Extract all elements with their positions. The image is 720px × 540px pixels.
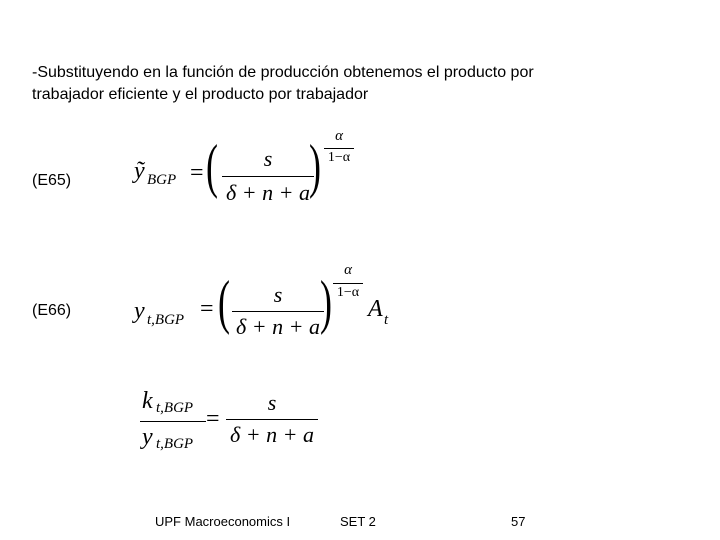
e65-exponent-numerator: α (335, 128, 343, 144)
e65-lhs-subscript: BGP (147, 172, 177, 188)
e65-denominator: δ + n + a (226, 180, 310, 205)
e66-lhs-subscript: t,BGP (147, 312, 185, 328)
e65-right-paren: ) (309, 133, 321, 199)
e66-tail-symbol: A (368, 296, 383, 322)
e66-right-paren: ) (320, 269, 332, 335)
ratio-right-fraction-bar (226, 419, 318, 420)
ratio-equals: = (206, 406, 220, 432)
e66-exponent-bar (333, 283, 363, 284)
e65-exponent-denominator: 1−α (327, 150, 351, 165)
e65-left-paren: ( (206, 133, 218, 199)
e66-left-paren: ( (218, 269, 230, 335)
ratio-numerator: s (267, 390, 277, 415)
intro-paragraph (32, 62, 672, 106)
ratio-denominator: δ + n + a (230, 422, 314, 447)
ratio-left-fraction-bar (140, 421, 206, 422)
e65-exponent-bar (324, 148, 354, 149)
e65-numerator: s (263, 146, 273, 171)
ratio-denominator-symbol: y (142, 424, 153, 450)
e66-equals: = (200, 296, 214, 322)
intro-line-1: -Substituyendo en la función de producción obtenemos el producto por (32, 64, 534, 81)
e66-tail-subscript: t (384, 312, 389, 328)
e65-fraction-bar (222, 176, 314, 177)
footer-course: UPF Macroeconomics I (155, 514, 291, 529)
e66-exponent-numerator: α (344, 262, 352, 278)
e66-numerator: s (273, 282, 283, 307)
e66-lhs-symbol: y (134, 298, 145, 324)
equation-label-e66: (E66) (32, 302, 72, 319)
ratio-numerator-symbol: k (142, 388, 153, 414)
e66-denominator: δ + n + a (236, 314, 320, 339)
e65-equals: = (190, 160, 204, 186)
e66-fraction-bar (232, 311, 324, 312)
footer-page-number: 57 (511, 514, 526, 529)
footer-set: SET 2 (340, 514, 376, 529)
e65-lhs-symbol: ỹ (134, 158, 145, 184)
intro-line-2: trabajador eficiente y el producto por trabajador (32, 86, 369, 103)
equation-label-e65: (E65) (32, 172, 72, 189)
e66-exponent-denominator: 1−α (336, 285, 360, 300)
ratio-denominator-subscript: t,BGP (156, 436, 194, 452)
ratio-numerator-subscript: t,BGP (156, 400, 194, 416)
